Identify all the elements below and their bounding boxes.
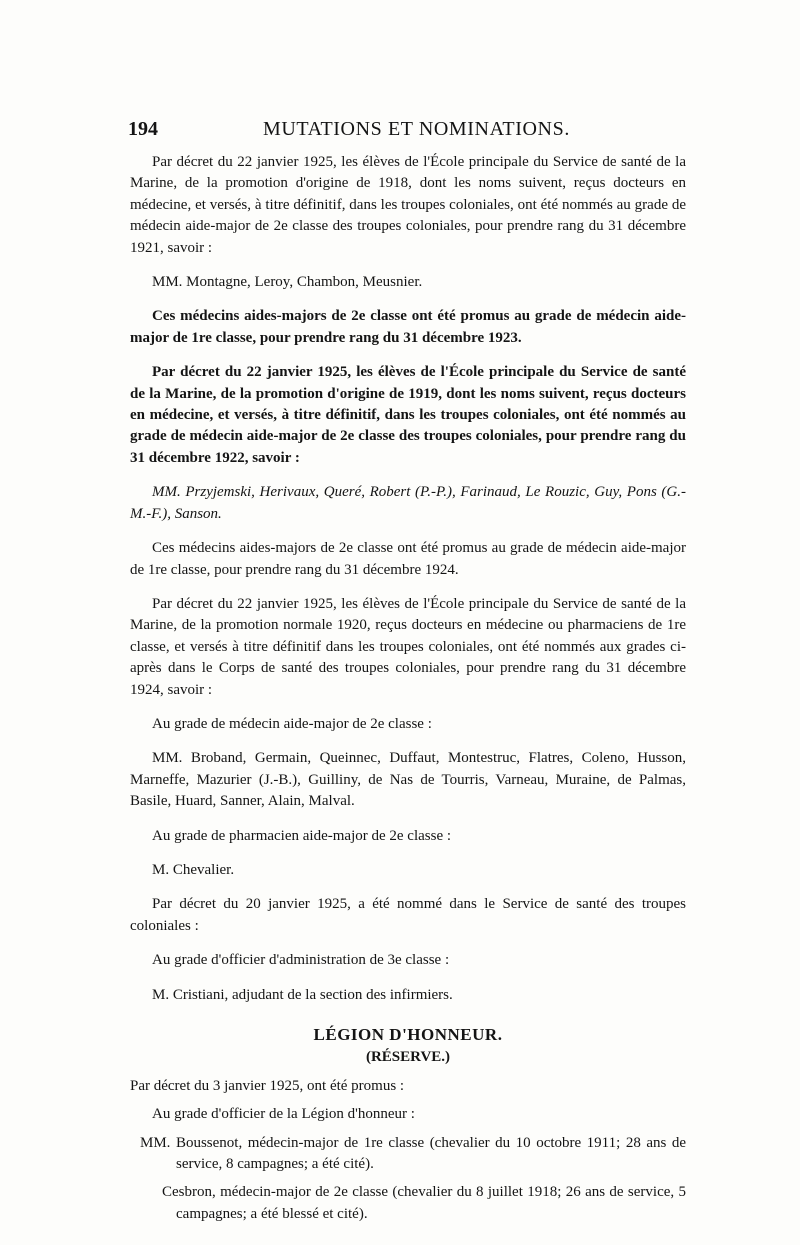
entry-cesbron: Cesbron, médecin-major de 2e classe (chevalier du 8 juillet 1918; 26 ans de service, 5 campagnes; a été blessé et cité). bbox=[162, 1184, 686, 1222]
page-header bbox=[128, 118, 728, 148]
heading-pharmacien-aide-major: Au grade de pharmacien aide-major de 2e classe : bbox=[152, 827, 452, 844]
heading-officier-administration: Au grade d'officier d'administration de 3e classe : bbox=[152, 952, 450, 969]
name-chevalier: M. Chevalier. bbox=[152, 861, 235, 878]
paragraph-decree-3-janvier: Par décret du 3 janvier 1925, ont été promus : bbox=[130, 1077, 405, 1094]
section-title-legion-honneur: LÉGION D'HONNEUR. bbox=[313, 1025, 503, 1044]
section-subtitle-reserve: (RÉSERVE.) bbox=[365, 1049, 451, 1066]
heading-officier-legion-honneur: Au grade d'officier de la Légion d'honneur : bbox=[152, 1106, 415, 1123]
body-text bbox=[130, 152, 686, 1225]
paragraph-decree-20-janvier: Par décret du 20 janvier 1925, a été nommé dans le Service de santé des troupes coloniales : bbox=[130, 896, 686, 934]
paragraph-promotion-1923: Ces médecins aides-majors de 2e classe ont été promus au grade de médecin aide-major de 1re classe, pour prendre rang du 31 décembre 1923. bbox=[130, 308, 686, 346]
name-cristiani: M. Cristiani, adjudant de la section des infirmiers. bbox=[152, 986, 453, 1003]
names-list-1919: MM. Przyjemski, Herivaux, Queré, Robert (P.-P.), Farinaud, Le Rouzic, Guy, Pons (G.-M.-F.), Sanson. bbox=[130, 484, 686, 522]
running-title: MUTATIONS ET NOMINATIONS. bbox=[263, 118, 570, 140]
paragraph-decree-1918: Par décret du 22 janvier 1925, les élèves de l'École principale du Service de santé de la Marine, de la promotion d'origine de 1918, dont les noms suivent, reçus docteurs en médecine, et versés, à titre définitif, dans les troupes coloniales, ont été nommés au grade de médecin aide-major de 2e classe des troupes coloniales, pour prendre rang du 31 décembre 1921, savoir : bbox=[130, 154, 686, 256]
page-number: 194 bbox=[128, 118, 158, 140]
heading-medecin-aide-major: Au grade de médecin aide-major de 2e classe : bbox=[152, 715, 432, 732]
names-list-1918: MM. Montagne, Leroy, Chambon, Meusnier. bbox=[152, 274, 423, 291]
entry-boussenot: MM. Boussenot, médecin-major de 1re classe (chevalier du 10 octobre 1911; 28 ans de service, 8 campagnes; a été cité). bbox=[140, 1134, 686, 1173]
paragraph-decree-1920: Par décret du 22 janvier 1925, les élèves de l'École principale du Service de santé de la Marine, de la promotion normale 1920, reçus docteurs en médecine ou pharmaciens de 1re classe, et versés à titre définitif dans les troupes coloniales, ont été nommés aux grades ci-après dans le Corps de santé des troupes coloniales, pour prendre rang du 31 décembre 1924, savoir : bbox=[130, 595, 686, 698]
paragraph-promotion-1924: Ces médecins aides-majors de 2e classe ont été promus au grade de médecin aide-major de 1re classe, pour prendre rang du 31 décembre 1924. bbox=[130, 540, 686, 578]
paragraph-decree-1919: Par décret du 22 janvier 1925, les élèves de l'École principale du Service de santé de la Marine, de la promotion d'origine de 1919, dont les noms suivent, reçus docteurs en médecine, et versés, à titre définitif, dans les troupes coloniales, ont été nommés au grade de médecin aide-major de 2e classe des troupes coloniales, pour prendre rang du 31 décembre 1922, savoir : bbox=[130, 364, 686, 466]
names-list-1920: MM. Broband, Germain, Queinnec, Duffaut, Montestruc, Flatres, Coleno, Husson, Marneffe, Mazurier (J.-B.), Guilliny, de Nas de Tourris, Varneau, Muraine, de Palmas, Basile, Huard, Sanner, Alain, Malval. bbox=[130, 750, 686, 810]
